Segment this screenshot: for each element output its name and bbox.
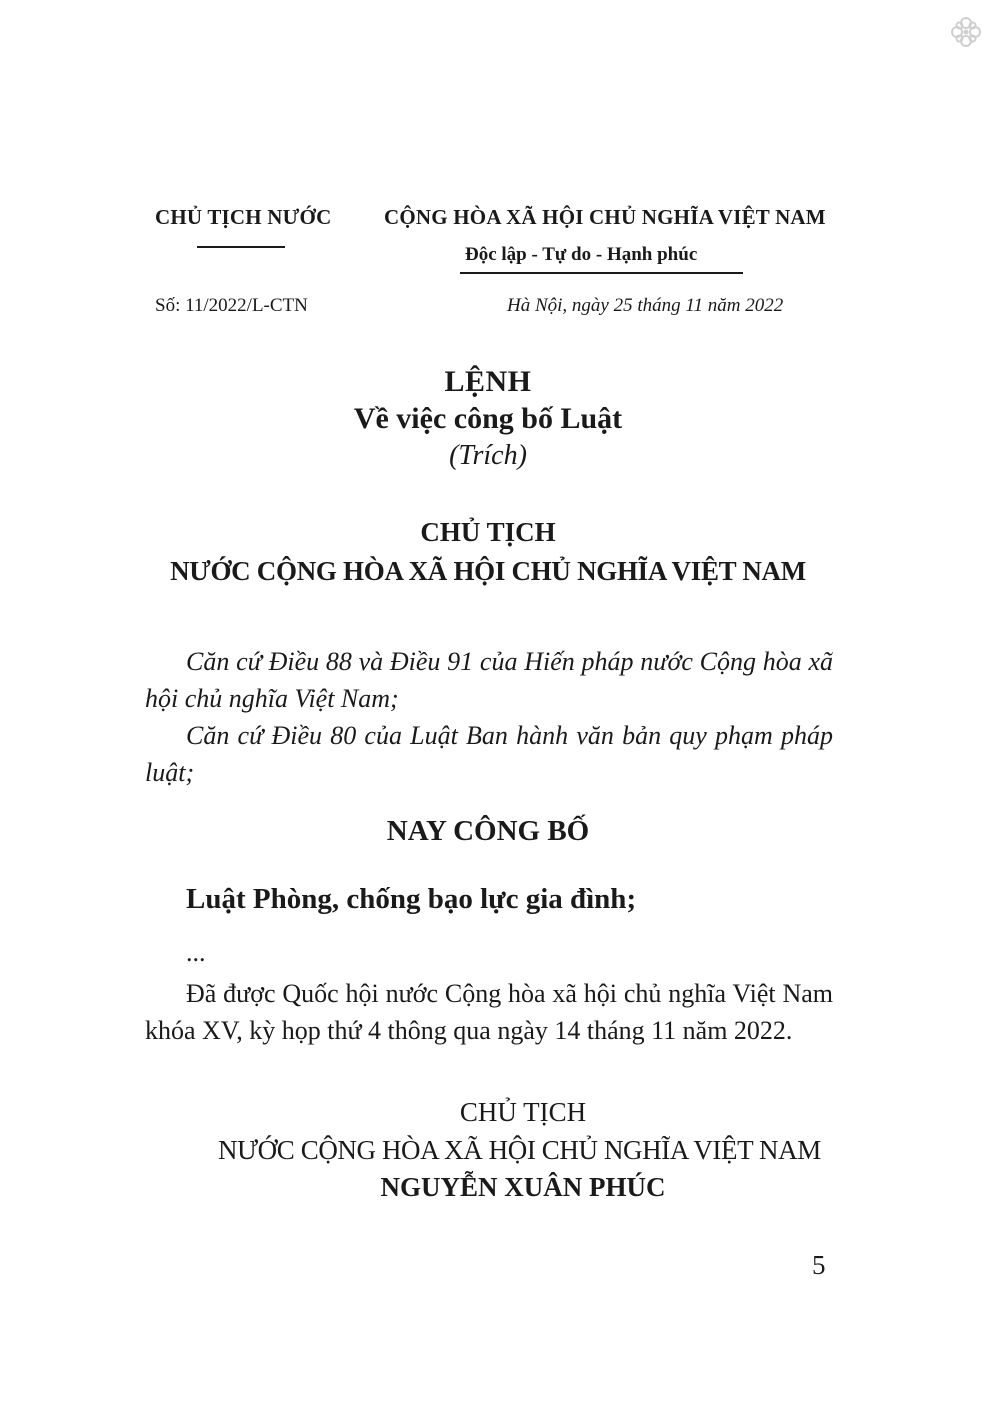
page-number: 5 [812, 1250, 826, 1280]
national-motto: Độc lập - Tự do - Hạnh phúc [465, 244, 698, 265]
omission-ellipsis: ... [186, 938, 206, 967]
signatory-name: NGUYỄN XUÂN PHÚC [380, 1172, 666, 1202]
flower-ornament-icon [948, 14, 984, 50]
authority-title: CHỦ TỊCH [420, 517, 556, 547]
issuer-name: CHỦ TỊCH NƯỚC [155, 205, 332, 229]
document-title: LỆNH [444, 365, 532, 398]
issuer-divider [197, 246, 285, 248]
passage-statement: Đã được Quốc hội nước Cộng hòa xã hội chủ nghĩa Việt Nam khóa XV, kỳ họp thứ 4 thông qua ngày 14 tháng 11 năm 2022. [145, 979, 833, 1045]
proclamation-heading: NAY CÔNG BỐ [386, 815, 590, 847]
document-number: Số: 11/2022/L-CTN [155, 295, 308, 316]
law-name: Luật Phòng, chống bạo lực gia đình; [186, 883, 637, 915]
signature-subtitle: NƯỚC CỘNG HÒA XÃ HỘI CHỦ NGHĨA VIỆT NAM [218, 1135, 821, 1165]
legal-basis-1: Căn cứ Điều 88 và Điều 91 của Hiến pháp nước Cộng hòa xã hội chủ nghĩa Việt Nam; [145, 647, 833, 713]
motto-divider [460, 272, 743, 274]
nation-name: CỘNG HÒA XÃ HỘI CHỦ NGHĨA VIỆT NAM [384, 205, 826, 229]
signature-title: CHỦ TỊCH [459, 1097, 587, 1127]
document-date: Hà Nội, ngày 25 tháng 11 năm 2022 [507, 295, 784, 316]
authority-subtitle: NƯỚC CỘNG HÒA XÃ HỘI CHỦ NGHĨA VIỆT NAM [170, 556, 806, 586]
document-subtitle: Về việc công bố Luật [353, 402, 623, 435]
legal-basis-2: Căn cứ Điều 80 của Luật Ban hành văn bản quy phạm pháp luật; [145, 721, 833, 787]
excerpt-note: (Trích) [449, 440, 527, 471]
